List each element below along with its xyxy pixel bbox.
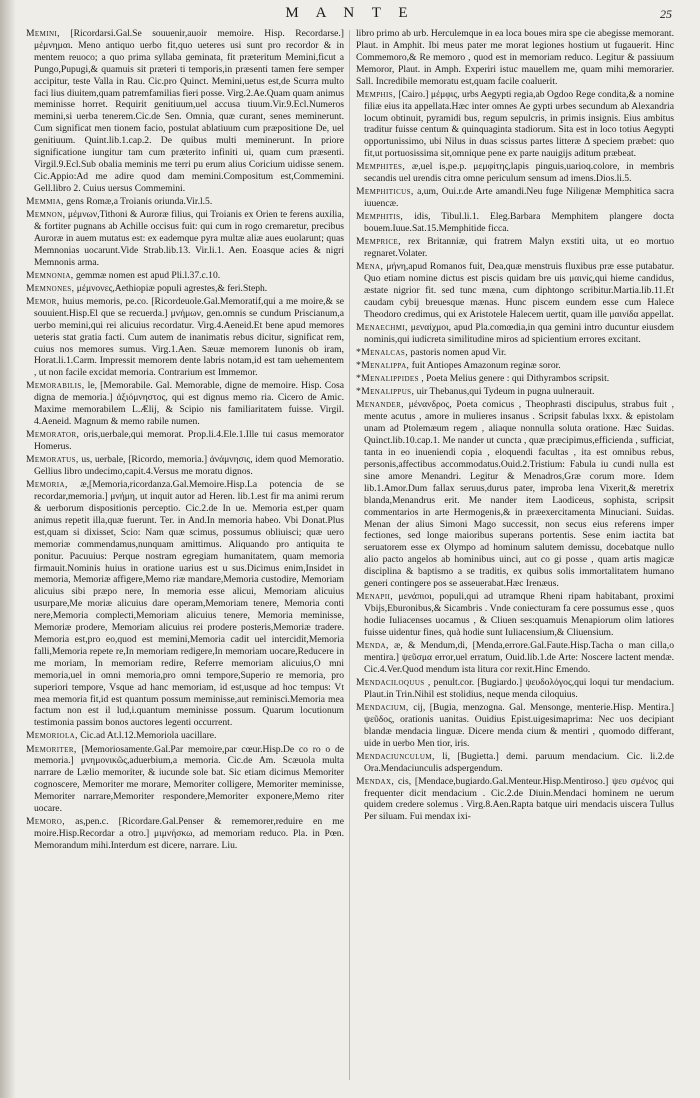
entry-text: fuit Antiopes Amazonum reginæ soror.: [411, 360, 561, 372]
dictionary-entry: [26, 454, 344, 478]
dictionary-entry: [356, 677, 674, 701]
entry-headword: Memoria,: [26, 479, 68, 491]
entry-text: μεναίχμοι, apud Pla.comœdia,in qua gemini intro ducuntur eiusdem nominis,qui iudicreta similitudine miros ad spicientium errores excitant.: [364, 322, 674, 345]
entry-headword: Menda,: [356, 639, 389, 651]
entry-headword: Mena,: [356, 261, 384, 273]
dictionary-entry: [26, 270, 344, 282]
entry-headword: Menapii,: [356, 591, 394, 603]
entry-text: μενάπιοι, populi,qui ad utramque Rheni ripam habitabant, proximi Vbijs,Eburonibus,& Sicambris . Vnde coniecturam fa cere possumus esse , quos hodie Iuliacenses uocamus , & Cliuen ses:quamuis Menapiorum olim latiores fuisse uidentur fines, quà hodie sunt Iuliacensium,& Cliuensium.: [364, 591, 674, 638]
entry-text: pastoris nomen apud Vir.: [410, 347, 507, 359]
entry-text: μέμνονες,Aethiopiæ populi agrestes,& feri.Steph.: [76, 282, 268, 294]
dictionary-entry: [356, 89, 674, 160]
entry-text: idis, Tibul.li.1. Eleg.Barbara Memphitem plangere docta bouem.Iuue.Sat.15.Memphitide ficca.: [364, 211, 674, 235]
entry-headword: Memprice,: [356, 236, 401, 248]
dictionary-entry: [356, 261, 674, 321]
dictionary-entry: [356, 186, 674, 210]
entry-headword: Mendacium,: [356, 701, 409, 713]
entry-text: [Cairo.] μέμφις, urbs Aegypti regia,ab Ogdoo Rege condita,& a nomine filiæ eius ita appellata.Hæc inter omnes Ae gypti urbes secundum ab Alexandria locum obtinuit, pyramidi bus, regum sepulcris, in primis insignis. Eius ambitus traditur fuisse centum & quinquaginta stadiorum. Sita est in loco totius Aegypti opportunissimo, ubi Nilus in duas scissus partes litteræ Δ speciem præbet: quo fit,ut portuosissima sit,omnique pene ex parte nauigijs aditum præbeat.: [364, 88, 674, 160]
dictionary-entry: [26, 283, 344, 295]
dictionary-entry: [356, 386, 674, 398]
entry-text: oris,uerbale,qui memorat. Prop.li.4.Ele.1.Ille tui casus memorator Homerus.: [34, 429, 344, 453]
entry-headword: Memini,: [26, 28, 60, 39]
entry-text: Cic.ad At.l.12.Memoriola uacillare.: [80, 730, 217, 742]
entry-text: , Poeta Melius genere : qui Dithyrambos scripsit.: [421, 373, 610, 385]
entry-headword: Memphitis,: [356, 211, 404, 223]
entry-headword: Memmia,: [26, 195, 64, 207]
entry-text: uir Thebanus,qui Tydeum in pugna uulnerauit.: [416, 386, 595, 398]
entry-text: gens Romæ,a Troianis oriunda.Vir.l.5.: [66, 195, 213, 207]
dictionary-entry: [26, 380, 344, 428]
entry-headword: *Menalippides: [356, 373, 419, 385]
entry-text: æ,[Memoria,ricordanza.Gal.Memoire.Hisp.La potencia de se recordar,memoria.] μνήμη, ut inquit autor ad Heren. lib.1.est fir ma animi rerum & uerborum dispositionis perceptio. Cic.2.de In ue. Memoria est,per quam animus repetit illa,quæ fuerunt. Ter. in And.In memoria habeo. Vbi Donat.Plus est,quam si dixisset, Scio: Nam quæ scimus, possumus obliuisci; quæ uero memoriæ commendamus,nunquam amittimus. Aliquando pro antiquita te ponitur. Pacuuius: Perque nostram egregiam humanitatem, quam memoria firmauit.Nominis huius in oratione uarius est u sus.Dicimus enim,Insidet in memoria, Memoriæ affigere,Memo riæ mandare,Memoria custodire, Memoriam alicuius sibi præpo nere, In memoria esse alicui, Memoriam alicuius usurpare,Me moriæ alicuius dare operam,Memoriam tenere, Memoria conti nere,Memoria complecti,Memoriam alicuius tenere, Memoria meminisse, Memoriæ prodere, Memoriam alicuius rei prodere posteris,Memoriæ tradere. Memoria est,pro eo,quod est memini,Memoria cadit uel intercidit,Memoria falli,Memoria repete re,In memoriam redigere,In memoriam uocare,Reducere in me moriam, In memoriam redire, Referre memoriam alicuius,O mni memoria,uel in omni memoria,pro omni tempore,Superio re memoria, pro superiori tempore, Vsque ad hanc memoriam, id est,usque ad hoc tempus: Vt mea memoria fit,id est quantum possum meminisse,aut reminisci.Memoria mea factum non est il lud,i.quantum meminisse possum. Quarum locutionum testimonia passim bonos auctores legenti occurrent.: [34, 479, 344, 729]
dictionary-entry: [356, 360, 674, 372]
dictionary-entry: [356, 373, 674, 385]
entry-headword: Memoro,: [26, 816, 66, 828]
entry-text: li, [Bugietta.] demi. paruum mendacium. Cic. li.2.de Ora.Mendaciunculis adspergendum.: [364, 750, 674, 774]
entry-text: æ,uel is,pe.p. μεμφίτης,lapis pinguis,uarioq.colore, in membris secandis uel urendis citra omne periculum sensum ad imens.Dios.li.5.: [364, 161, 674, 185]
dictionary-entry: [26, 730, 344, 742]
entry-text: cis, [Mendace,bugiardo.Gal.Menteur.Hisp.Mentiroso.] ψευ σμένος qui frequenter dicit mendacium . Cic.2.de Diuin.Mendaci hominem ne uerum quidem credere solemus . Virg.8.Aen.Rapta batque uiri mendacis uiscera Tullus Per siluam. Fui mendax ixi-: [364, 775, 674, 823]
dictionary-entry: [26, 209, 344, 269]
dictionary-entry: [26, 296, 344, 379]
entry-text: μένανδρος, Poeta comicus , Theophrasti discipulus, strabus fuit , mente acutus , amore in mulieres insanus . Scripsit fabulas lxxx. & epistolam unam ad Ptolemæum regem , aliaque nonnulla soluta oratione. Hæc Suidas. Quinct.lib.10.cap.1. Me nander ut cuncta , quæ præcipimus,efficienda , sufficiat, tanta in eo inueniendi copia , eloquendi facultas , ita est omnibus rebus, personis,affectibus accommodatus.Ouid.2.Tristium: Fabula iu cundi nulla est sine amore Menandri. Legitur & Menadros,Græ corum more. Idem lib.1.Amor.Dum fallax seruus,durus pater, improba lena Vixerit,& meretrix blanda,Menandrus erit. Me nander item Laodiceus, sophista, scripsit commentarios in arte Hermogenis,& in præexercitamenta Minuciani. Suidas. Menan der alius Simoni Mago successit, non secus eius referens imper fectiones, sed longe maioribus superans portentis. Sese enim iactita bat seruatorem esse ex Olympo ad hominum salutem demissu, docebatque nullo alio pacto angelos ab hominibus uinci, aut co gi posse , quam artis magicæ disciplina & baptismo a se traditis, ex quibus solis immortalitatem humano generi contingere pos se asseuerabat.Hæc Irenæus.: [364, 399, 674, 590]
entry-headword: Memphiticus,: [356, 186, 414, 198]
dictionary-entry: [356, 236, 674, 260]
running-head: M A N T E: [285, 5, 415, 21]
dictionary-entry: [26, 479, 344, 729]
entry-text: [Ricordarsi.Gal.Se souuenir,auoir memoire. Hisp. Recordarse.] μέμνημαι. Meno antiquo uerbo fit,quo ueteres usi sunt pro recordor & in mentem reuoco; a quo prima syllaba geminata, fit præteritum Memini,ficut a Pungo,Pupugi,& quamuis sit præteri ti temporis,in præsenti tamen fere semper accipitur, teste Valla in Rau. Cic.pro Quinct. Memini,uetus est,de Scurra multo faci lius diuitem,quam patremfamilias fieri posse. Virg.2.Ae.Quam quam animus meminisse horret. Requirit genitiuum,uel accusa tiuum.Vir.9.Ecl.Numeros memini,si uerba tenerem.Cic.de Sen. Omnia, quæ curant, senes meminerunt. Cum significat men tionem facio, postulat ablatiuum cum præpositione De, uel genitiuum. Quint.lib.1.cap.2. De quibus multi meminerunt. In priore significatione iungitur tam cum præterito infiniti ui, quam cum præsenti. Virgil.9.Ecl.Sub obalia meminis me terri pu erum alius Coricium uidisse senem. Cic.Appio:Ad me adire quod dam memini.Compositum est,Commemini. Gell.libro 2. Cuius uersus Commemini.: [34, 28, 344, 194]
entry-headword: Memoratus,: [26, 454, 79, 466]
entry-text: a,um, Oui.r.de Arte amandi.Neu fuge Niligenæ Memphitica sacra iuuencæ.: [364, 186, 674, 210]
entry-text: æ, & Mendum,di, [Menda,errore.Gal.Faute.Hisp.Tacha o man cilla,o mentira.] ψεῦσμα error,uel erratum, Ouid.lib.1.de Arte: Noscere lactent mendæ. Cic.4.Ver.Quod mendum ista litura cor rexit.Hinc Emendo.: [364, 639, 674, 675]
page-number: 25: [660, 7, 672, 21]
dictionary-entry: [26, 744, 344, 815]
entry-text: [Memoriosamente.Gal.Par memoire,par cœur.Hisp.De co ro o de memoria.] μνημονικῶς,aduerbium,a memoria. Cic.de Am. Scæuola multa narrare de Lælio memoriter, & iucunde sole bat. Sic etiam dicimus Memoriter cognoscere, Memoriter me morare, Memoriter colligere, Memoriter meminisse, Memoriter narrare,Memoriter respondere,Memoriter exponere,Memo riter uocare.: [34, 743, 344, 815]
entry-headword: Memorator,: [26, 429, 80, 441]
entry-headword: *Menalippa,: [356, 360, 410, 372]
entry-headword: Mendaciunculum,: [356, 750, 435, 762]
entry-headword: Mendax,: [356, 775, 395, 787]
entry-headword: Mendaciloquus: [356, 676, 425, 688]
dictionary-entry: [356, 591, 674, 639]
entry-headword: *Menalcas,: [356, 347, 409, 359]
dictionary-entry: [356, 399, 674, 590]
dictionary-entry: [356, 702, 674, 750]
entry-headword: Memorabilis,: [26, 380, 85, 392]
entry-text: us, uerbale, [Ricordo, memoria.] ἀνάμνησις, idem quod Memoratio. Gellius libro undecimo,capit.4.Versus me moratu dignos.: [34, 454, 344, 478]
dictionary-entry: [356, 322, 674, 346]
entry-headword: Memoriola,: [26, 730, 78, 742]
dictionary-entry: [26, 28, 344, 195]
entry-text: rex Britanniæ, qui fratrem Malyn exstiti uita, ut eo mortuo regnaret.Volater.: [364, 236, 674, 260]
entry-headword: Memphites,: [356, 161, 406, 173]
entry-headword: Menander,: [356, 399, 404, 411]
entry-headword: Memnonia,: [26, 269, 74, 281]
entry-text: le, [Memorabile. Gal. Memorable, digne de memoire. Hisp. Cosa digna de memoria.] ἀξιόμνηστος, qui est dignus memo ria. Cicero de Amic. Maxime memorabilem L.Ælij, & Scipio nis familiaritatem fuisse. Virgil. 4.Aeneid. Magnum & memo rabile numen.: [34, 380, 344, 428]
entry-headword: Memphis,: [356, 88, 396, 100]
entry-headword: Memnon,: [26, 208, 66, 220]
dictionary-entry: [26, 196, 344, 208]
entry-headword: *Menalippus,: [356, 386, 415, 398]
entry-text: cij, [Bugia, menzogna. Gal. Mensonge, menterie.Hisp. Mentira.] ψεῦδος, orationis uanitas. Ouidius Epist.uigesimaprima: Nec uos decipiant blandæ mendacia linguæ. Dicere menda cium & mentiri , quomodo differant, uide in uerbo Men tior, iris.: [364, 701, 674, 749]
book-spine-shadow: [0, 0, 16, 1098]
entry-headword: Menaechmi,: [356, 322, 408, 334]
column-divider: [349, 30, 350, 1080]
dictionary-entry: [356, 776, 674, 824]
right-column: [356, 28, 674, 1088]
entry-text: as,pen.c. [Ricordare.Gal.Penser & rememorer,reduire en me moire.Hisp.Recordar a otro.] μιμνήσκω, ad memoriam reduco. Pla. in Pœn. Memorandum mihi.Interdum est dicere, narrare. Liu.: [34, 816, 344, 851]
dictionary-entry: [26, 429, 344, 453]
entry-text: libro primo ab urb. Herculemque in ea loca boues mira spe cie abegisse memorant. Plaut. in Amphit. Ibi meus pater me morat legiones hostium ut fugauerit. Hinc Commemoro,& Re memoro , quod est in memoriam reduco. Legitur & passiuum Memoror, Plaut. in Amph. Experiri istuc mauellem me, quam mihi memorarier. Sall. Incredibile memoratu est,quam facile coaluerit.: [356, 28, 674, 87]
page-header: [0, 5, 700, 27]
entry-text: huius memoris, pe.co. [Ricordeuole.Gal.Memoratif,qui a me moire,& se souuient.Hisp.El que se recuerda.] μνήμων, gen.omnis se cundum Priscianum,a uerbo memini,qui rei alicuius recordatur. Virg.4.Aeneid.Et bene apud memores ueteris stat gratia facti. Cum autem de inanimatis rebus dicitur, significat rem, cuius nos memores sumus. Virg.1.Aen. Sæuæ memorem Iunonis ob iram, Horat.li.1.Carm. Impressit memorem dente labris notam,id est tam uehementem , ut non facile excidat memoria. Contrarium est Immemor.: [34, 295, 344, 379]
entry-text: μήνη,apud Romanos fuit, Dea,quæ menstruis fluxibus præ esse putabatur. Quo etiam nomine dictus est piscis quidam bre uis μαινίς,qui hieme candidus, æstate nigrior fit. sed tunc mæna, cum diphtongo scribitur.Martia.lib.11.Et caudam cybij breuesque mænas. Hunc piscem eundem esse cum Halece Theodoro credimus, qui ex Aristotele Halecem uertit, quam ille μαινίδα appellat.: [364, 261, 674, 320]
dictionary-entry: [356, 347, 674, 359]
entry-headword: Memnones,: [26, 282, 75, 294]
left-column: [26, 28, 344, 1088]
dictionary-entry: [356, 640, 674, 676]
dictionary-entry: [356, 211, 674, 235]
entry-text: , penult.cor. [Bugiardo.] ψευδολόγος,qui loqui tur mendacium. Plaut.in Trin.Nihil est stolidius, neque menda ciloquius.: [364, 676, 674, 700]
entry-text: μέμνων,Tithoni & Auroræ filius, qui Troianis ex Orien te ferens auxilia, & fortiter pugnans ab Achille occisus fuit: qui cum in rogo cremaretur, precibus Auroræ in auem mutatus est: ex eademque pyra multæ aliæ aues euolarunt; quas Memnonias uocarunt.Vide Strab.lib.13. Vir.li.1. Aen. Eoasque acies & nigri Memnonis arma.: [34, 208, 344, 268]
dictionary-entry: [356, 161, 674, 185]
entry-headword: Memoriter,: [26, 743, 77, 755]
dictionary-entry: [356, 28, 674, 88]
entry-headword: Memor,: [26, 295, 60, 307]
dictionary-entry: [356, 751, 674, 775]
dictionary-entry: [26, 816, 344, 852]
entry-text: gemmæ nomen est apud Pli.l.37.c.10.: [76, 269, 221, 281]
